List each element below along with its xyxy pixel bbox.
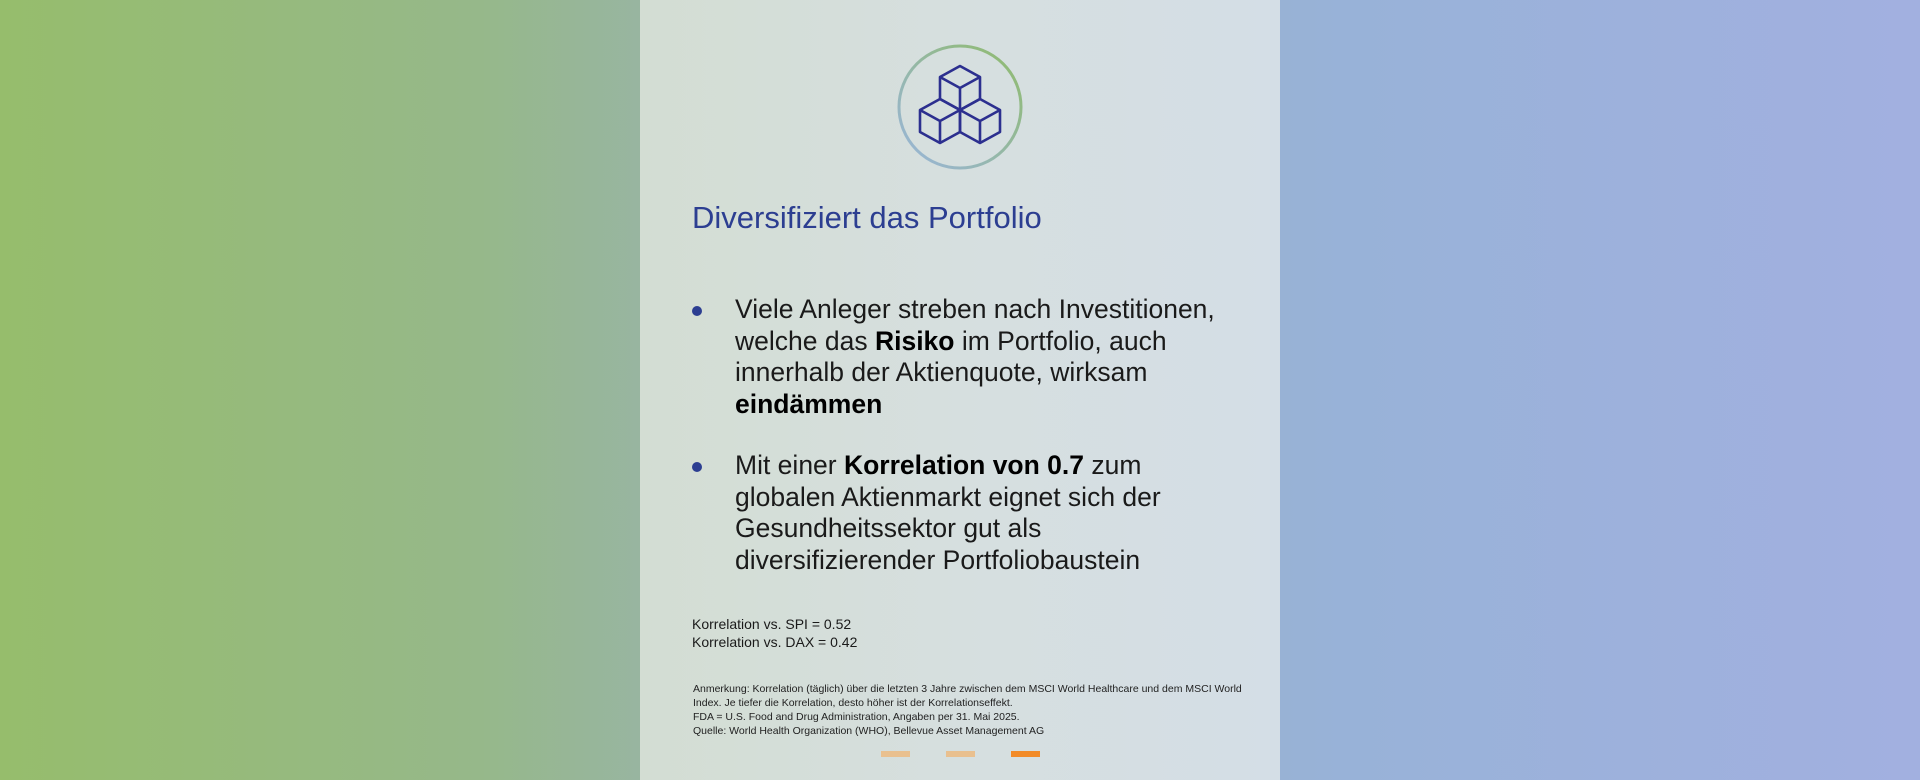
bullet-list: [692, 294, 1232, 606]
correlation-block: [692, 615, 857, 651]
slide-pager: [640, 751, 1280, 757]
bullet-text: zum globalen Aktienmarkt eignet sich der Gesundheitssektor gut als diversifizierender Portfoliobaustein: [735, 450, 1161, 575]
bullet-emphasis: Korrelation von 0.7: [843, 450, 1085, 480]
footnote-line: Anmerkung: Korrelation (täglich) über die letzten 3 Jahre zwischen dem MSCI World Healthcare und dem MSCI World Index. Je tiefer die Korrelation, desto höher ist der Korrelationseffekt.: [693, 683, 1242, 709]
bullet-emphasis: Risiko: [874, 325, 955, 356]
slide-title: Diversifiziert das Portfolio: [692, 200, 1042, 235]
bullet-dot-icon: [692, 306, 702, 316]
stacked-cubes-icon: [897, 44, 1023, 170]
bullet-emphasis: eindämmen: [735, 388, 883, 419]
slide-panel: [640, 0, 1280, 780]
bullet-item-risk: [692, 294, 1232, 420]
bullet-text: Mit einer: [735, 450, 844, 480]
bullet-dot-icon: [692, 462, 702, 472]
pager-dot-3[interactable]: [1011, 751, 1040, 757]
correlation-spi: Korrelation vs. SPI = 0.52: [692, 616, 852, 632]
bullet-text: im Portfolio, auch innerhalb der Aktienquote, wirksam: [735, 325, 1167, 387]
footnote: [693, 682, 1253, 738]
bullet-text: Viele Anleger streben nach Investitionen, welche das: [735, 294, 1215, 356]
correlation-dax: Korrelation vs. DAX = 0.42: [692, 634, 858, 650]
footnote-source: Quelle: World Health Organization (WHO), Bellevue Asset Management AG: [693, 725, 1045, 737]
pager-dot-2[interactable]: [946, 751, 975, 757]
footnote-line: FDA = U.S. Food and Drug Administration, Angaben per 31. Mai 2025.: [693, 711, 1020, 723]
bullet-item-correlation: [692, 450, 1232, 576]
pager-dot-1[interactable]: [881, 751, 910, 757]
